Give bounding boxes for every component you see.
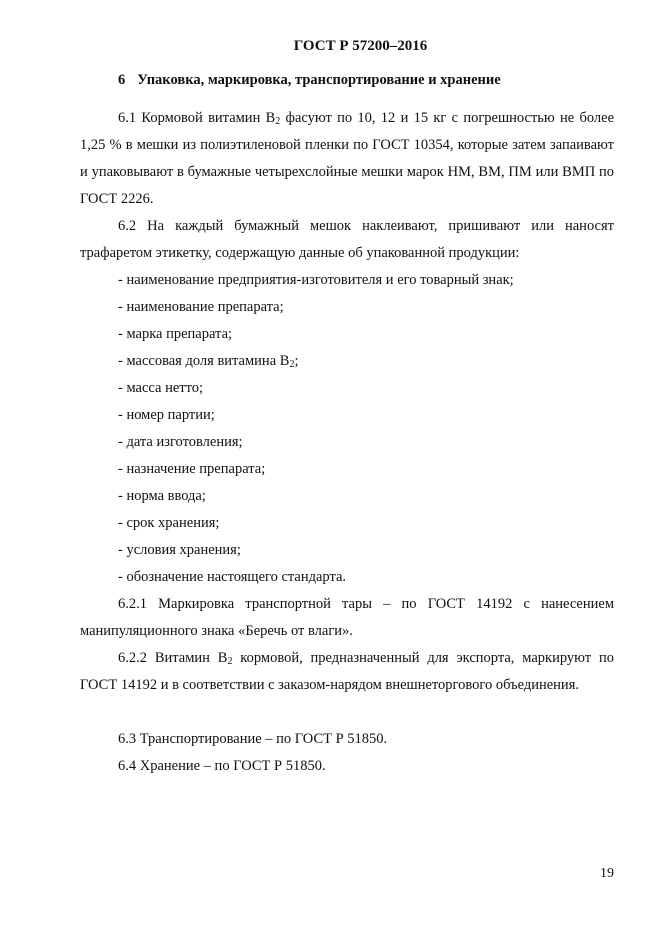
list-item: - масса нетто;	[118, 380, 204, 396]
list-item-part-b: ;	[294, 353, 299, 369]
paragraph-6-1-part-b: фасуют по 10, 12 и 15 кг с погрешностью не более 1,25 % в мешки из полиэтиленовой пленки по ГОСТ 10354, которые затем запаивают и упаковывают в бумажные четырехслойные мешки марок НМ, ВМ, ПМ или ВМП по ГОСТ 2226.	[80, 110, 615, 207]
paragraph-6-1	[80, 105, 614, 213]
list-item: - наименование предприятия-изготовителя и его товарный знак;	[118, 272, 514, 288]
section-number: 6	[118, 72, 126, 88]
section-heading	[118, 72, 501, 89]
list-item: - обозначение настоящего стандарта.	[118, 569, 347, 585]
list-item-part-a: - массовая доля витамина В	[118, 353, 290, 369]
list-item: - номер партии;	[118, 407, 215, 423]
list-item: - условия хранения;	[118, 542, 241, 558]
list-item: - назначение препарата;	[118, 461, 266, 477]
paragraph-6-3: 6.3 Транспортирование – по ГОСТ Р 51850.	[118, 731, 388, 747]
paragraph-6-2-1: 6.2.1 Маркировка транспортной тары – по ГОСТ 14192 с нанесением манипуляционного знака «Беречь от влаги».	[80, 596, 614, 639]
list-item: - норма ввода;	[118, 488, 206, 504]
document-header	[0, 38, 661, 55]
list-item: - наименование препарата;	[118, 299, 284, 315]
list-item: - дата изготовления;	[118, 434, 243, 450]
paragraph-6-4: 6.4 Хранение – по ГОСТ Р 51850.	[118, 758, 326, 774]
paragraph-6-1-part-a: 6.1 Кормовой витамин В	[118, 110, 276, 126]
paragraph-6-2-2	[80, 645, 614, 699]
standard-title: ГОСТ Р 57200–2016	[293, 38, 428, 54]
list-item: - срок хранения;	[118, 515, 220, 531]
list-item	[118, 348, 298, 375]
list-item-subscript: 2	[289, 359, 295, 370]
section-title-text: Упаковка, маркировка, транспортирование и хранение	[137, 72, 501, 88]
list-item: - марка препарата;	[118, 326, 233, 342]
paragraph-6-2-2-part-b: кормовой, предназначенный для экспорта, маркируют по ГОСТ 14192 и в соответствии с заказом-нарядом внешнеторгового объединения.	[80, 650, 614, 693]
paragraph-6-2-2-part-a: 6.2.2 Витамин В	[118, 650, 228, 666]
paragraph-6-2-2-subscript: 2	[227, 656, 233, 667]
paragraph-6-2: 6.2 На каждый бумажный мешок наклеивают, пришивают или наносят трафаретом этикетку, содержащую данные об упакованной продукции:	[80, 218, 614, 261]
page-number: 19	[600, 866, 614, 881]
paragraph-6-1-subscript: 2	[275, 116, 281, 127]
